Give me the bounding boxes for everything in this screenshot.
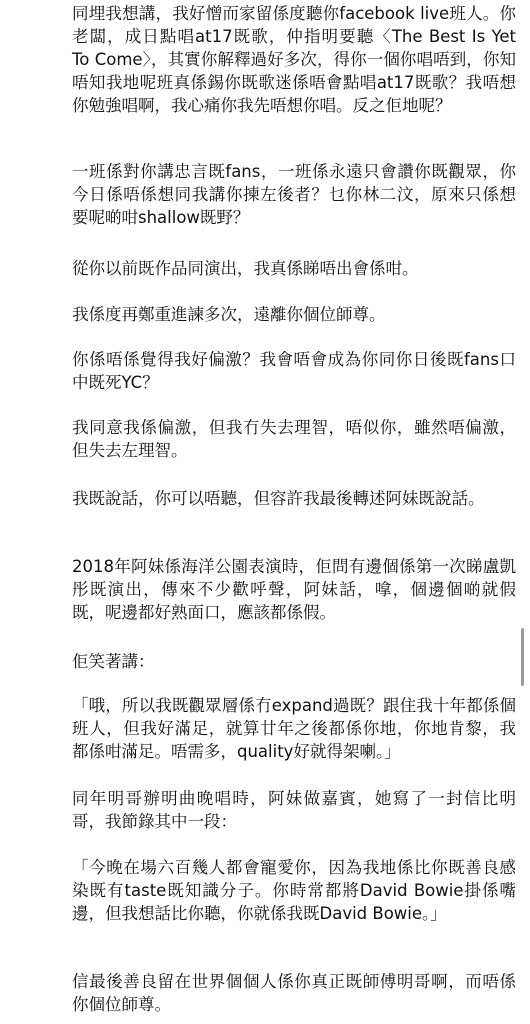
paragraph: 同埋我想講，我好憎而家留係度聽你facebook live班人。你老闆，成日點唱at17既歌，仲指明要聽〈The Best Is Yet To Come〉，其實你解釋過好多次，得你一個你唱唔到，你知唔知我地呢班真係錫你既歌迷係唔會點唱at17既歌？我唔想你勉強唱啊，我心痛你我先唔想你唱。反之佢地呢？ [72, 4, 522, 115]
paragraph: 同年明哥辦明曲晚唱時，阿妹做嘉賓，她寫了一封信比明哥，我節錄其中一段： [72, 789, 516, 831]
paragraph: 我同意我係偏激，但我冇失去理智，唔似你，雖然唔偏激，但失去左理智。 [72, 418, 516, 460]
paragraph: 我係度再鄭重進諫多次，遠離你個位師尊。 [72, 305, 386, 324]
scrollbar-thumb[interactable] [521, 628, 524, 686]
paragraph: 從你以前既作品同演出，我真係睇唔出會係咁。 [72, 259, 419, 278]
paragraph: 一班係對你講忠言既fans，一班係永遠只會讚你既觀眾，你今日係唔係想同我講你揀左後者？乜你林二汶，原來只係想要呢啲咁shallow既野？ [72, 162, 516, 227]
quote-paragraph: 「今晚在場六百幾人都會寵愛你，因為我地係比你既善良感染既有taste既知識分子。你時常都將David Bowie掛係嘴邊，但我想話比你聽，你就係我既David Bowie。」 [72, 858, 516, 923]
paragraph: 2018年阿妹係海洋公園表演時，佢問有邊個係第一次睇盧凱彤既演出，傳來不少歡呼聲，阿妹話，嗱，個邊個啲就假既，呢邊都好熟面口，應該都係假。 [72, 557, 516, 622]
paragraph: 佢笑著講： [72, 652, 155, 671]
quote-paragraph: 「哦，所以我既觀眾層係冇expand過既？跟住我十年都係個班人，但我好滿足，就算廿年之後都係你地，你地肯黎，我都係咁滿足。唔需多，quality好就得架喇。」 [72, 696, 516, 761]
paragraph: 我既說話，你可以唔聽，但容許我最後轉述阿妹既說話。 [72, 489, 485, 508]
paragraph: 信最後善良留在世界個個人係你真正既師傅明哥啊，而唔係你個位師尊。 [72, 972, 516, 1014]
paragraph: 你係唔係覺得我好偏激？我會唔會成為你同你日後既fans口中既死YC？ [72, 350, 516, 392]
